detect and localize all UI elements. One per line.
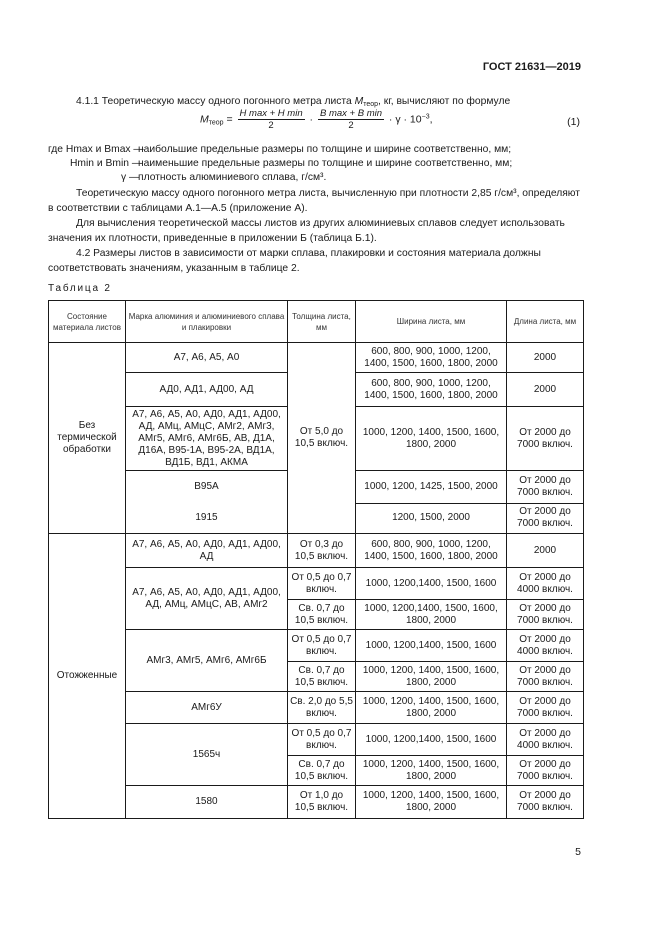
paragraph-density: Теоретическую массу одного погонного метра листа, вычисленную при плотности 2,85 г/см³, определяют в соответствии с таблицами А.1—А.5 (приложение А).: [48, 188, 581, 214]
thickness-cell: От 0,3 до 10,5 включ.: [288, 534, 356, 568]
header-grade: Марка алюминия и алюминиевого сплава и плакировки: [126, 301, 288, 343]
grade-cell: [126, 471, 288, 534]
length-cell: От 2000 до 7000 включ.: [507, 503, 584, 533]
table-row: [49, 343, 584, 373]
grade-b95a: В95А: [194, 481, 219, 492]
width-cell: 1000, 1200,1400, 1500, 1600: [356, 630, 507, 662]
width-cell: 1000, 1200,1400, 1500, 1600, 1800, 2000: [356, 600, 507, 630]
state-cell-untreated: Без термической обработки: [49, 343, 126, 534]
length-cell: От 2000 до 7000 включ.: [507, 756, 584, 786]
length-cell: От 2000 до 7000 включ.: [507, 471, 584, 504]
paragraph-4-2: 4.2 Размеры листов в зависимости от марки сплава, плакировки и состояния материала должны соответствовать значениям, указанным в таблице 2.: [48, 248, 541, 274]
fraction-height-denominator: 2: [268, 120, 274, 131]
length-cell: От 2000 до 4000 включ.: [507, 724, 584, 756]
width-cell: 600, 800, 900, 1000, 1200, 1400, 1500, 1600, 1800, 2000: [356, 373, 507, 407]
formula-1: [200, 108, 580, 136]
standard-header: ГОСТ 21631—2019: [482, 61, 581, 73]
table-row: [49, 692, 584, 724]
thickness-cell: От 0,5 до 0,7 включ.: [288, 724, 356, 756]
fraction-height-numerator: H max + H min: [239, 108, 303, 119]
grade-cell: А7, А6, А5, А0, АД0, АД1, АД00, АД, АМц, АМцС, АМг2, АМг3, АМг5, АМг6, АМг6Б, АВ, Д1А, Д16А, В95-1А, В95-2А, ВД1А, ВД1Б, ВД1, АКМА: [126, 407, 288, 471]
length-cell: От 2000 до 7000 включ.: [507, 662, 584, 692]
definition-min-lhs: Hmin и Bmin —: [70, 158, 143, 169]
table-caption: Таблица 2: [48, 283, 112, 294]
thickness-cell: От 5,0 до 10,5 включ.: [288, 343, 356, 534]
header-length: Длина листа, мм: [507, 301, 584, 343]
thickness-cell: Св. 2,0 до 5,5 включ.: [288, 692, 356, 724]
length-cell: От 2000 до 7000 включ.: [507, 692, 584, 724]
table-header-row: [49, 301, 584, 343]
table-row: [49, 534, 584, 568]
length-cell: 2000: [507, 343, 584, 373]
grade-cell: А7, А6, А5, А0, АД0, АД1, АД00, АД, АМц, АМцС, АВ, АМг2: [126, 568, 288, 630]
definition-density-lhs: γ —: [121, 172, 140, 183]
thickness-cell: От 1,0 до 10,5 включ.: [288, 786, 356, 819]
width-cell: 600, 800, 900, 1000, 1200, 1400, 1500, 1600, 1800, 2000: [356, 534, 507, 568]
grade-cell: АМг6У: [126, 692, 288, 724]
fraction-width: [318, 108, 384, 131]
header-thickness: Толщина листа, мм: [288, 301, 356, 343]
formula-dot: ·: [306, 113, 316, 126]
width-cell: 1000, 1200,1400, 1500, 1600: [356, 568, 507, 600]
table-row: [49, 786, 584, 819]
thickness-cell: От 0,5 до 0,7 включ.: [288, 568, 356, 600]
width-cell: 1000, 1200, 1400, 1500, 1600, 1800, 2000: [356, 407, 507, 471]
formula-exponent: −3: [421, 113, 430, 121]
formula-eq: =: [223, 113, 236, 126]
fraction-width-denominator: 2: [348, 120, 354, 131]
formula-lhs-sub: теор: [208, 119, 224, 127]
definition-min-rhs: наименьшие предельные размеры по толщине и ширине соответственно, мм;: [138, 158, 513, 169]
grade-cell: АД0, АД1, АД00, АД: [126, 373, 288, 407]
width-cell: 1200, 1500, 2000: [356, 503, 507, 533]
length-cell: От 2000 до 7000 включ.: [507, 600, 584, 630]
grade-cell: АМг3, АМг5, АМг6, АМг6Б: [126, 630, 288, 692]
mass-symbol: M: [354, 96, 364, 107]
length-cell: 2000: [507, 373, 584, 407]
length-cell: От 2000 до 7000 включ.: [507, 407, 584, 471]
definition-max-lhs: где Hmax и Bmax —: [48, 144, 144, 155]
table-row: [49, 724, 584, 756]
grade-1915: 1915: [195, 512, 218, 523]
width-cell: 1000, 1200, 1400, 1500, 1600, 1800, 2000: [356, 662, 507, 692]
fraction-height: [238, 108, 305, 131]
thickness-cell: От 0,5 до 0,7 включ.: [288, 630, 356, 662]
formula-lhs: M: [200, 113, 209, 126]
table-row: [49, 568, 584, 600]
formula-number: (1): [567, 116, 580, 128]
thickness-cell: Св. 0,7 до 10,5 включ.: [288, 756, 356, 786]
definition-max-rhs: наибольшие предельные размеры по толщине и ширине соответственно, мм;: [138, 144, 512, 155]
paragraph-other-alloys: Для вычисления теоретической массы листов из других алюминиевых сплавов следует использовать значения их плотности, приведенные в приложении Б (таблица Б.1).: [48, 218, 565, 244]
width-cell: 1000, 1200, 1400, 1500, 1600, 1800, 2000: [356, 786, 507, 819]
grade-cell: А7, А6, А5, А0, АД0, АД1, АД00, АД: [126, 534, 288, 568]
width-cell: 1000, 1200,1400, 1500, 1600: [356, 724, 507, 756]
fraction-width-numerator: B max + B min: [319, 108, 383, 119]
width-cell: 1000, 1200, 1425, 1500, 2000: [356, 471, 507, 504]
thickness-cell: Св. 0,7 до 10,5 включ.: [288, 600, 356, 630]
thickness-cell: Св. 0,7 до 10,5 включ.: [288, 662, 356, 692]
header-width: Ширина листа, мм: [356, 301, 507, 343]
definition-density-rhs: плотность алюминиевого сплава, г/см³.: [138, 172, 327, 183]
clause-4-1-1-text-a: 4.1.1 Теоретическую массу одного погонного метра листа: [76, 96, 355, 107]
table-row: [49, 630, 584, 662]
state-cell-annealed: Отожженные: [49, 534, 126, 819]
width-cell: 600, 800, 900, 1000, 1200, 1400, 1500, 1600, 1800, 2000: [356, 343, 507, 373]
length-cell: От 2000 до 7000 включ.: [507, 786, 584, 819]
table-2: [48, 300, 584, 819]
formula-tail: · γ · 10: [386, 113, 422, 126]
length-cell: 2000: [507, 534, 584, 568]
grade-cell: 1580: [126, 786, 288, 819]
header-state: Состояние материала листов: [49, 301, 126, 343]
width-cell: 1000, 1200, 1400, 1500, 1600, 1800, 2000: [356, 692, 507, 724]
width-cell: 1000, 1200, 1400, 1500, 1600, 1800, 2000: [356, 756, 507, 786]
length-cell: От 2000 до 4000 включ.: [507, 630, 584, 662]
mass-subscript: теор: [363, 101, 379, 108]
length-cell: От 2000 до 4000 включ.: [507, 568, 584, 600]
clause-4-1-1-text-b: , кг, вычисляют по формуле: [378, 96, 511, 107]
grade-cell: А7, А6, А5, А0: [126, 343, 288, 373]
grade-cell: 1565ч: [126, 724, 288, 786]
formula-comma: ,: [429, 113, 433, 126]
page-number: 5: [575, 846, 581, 858]
